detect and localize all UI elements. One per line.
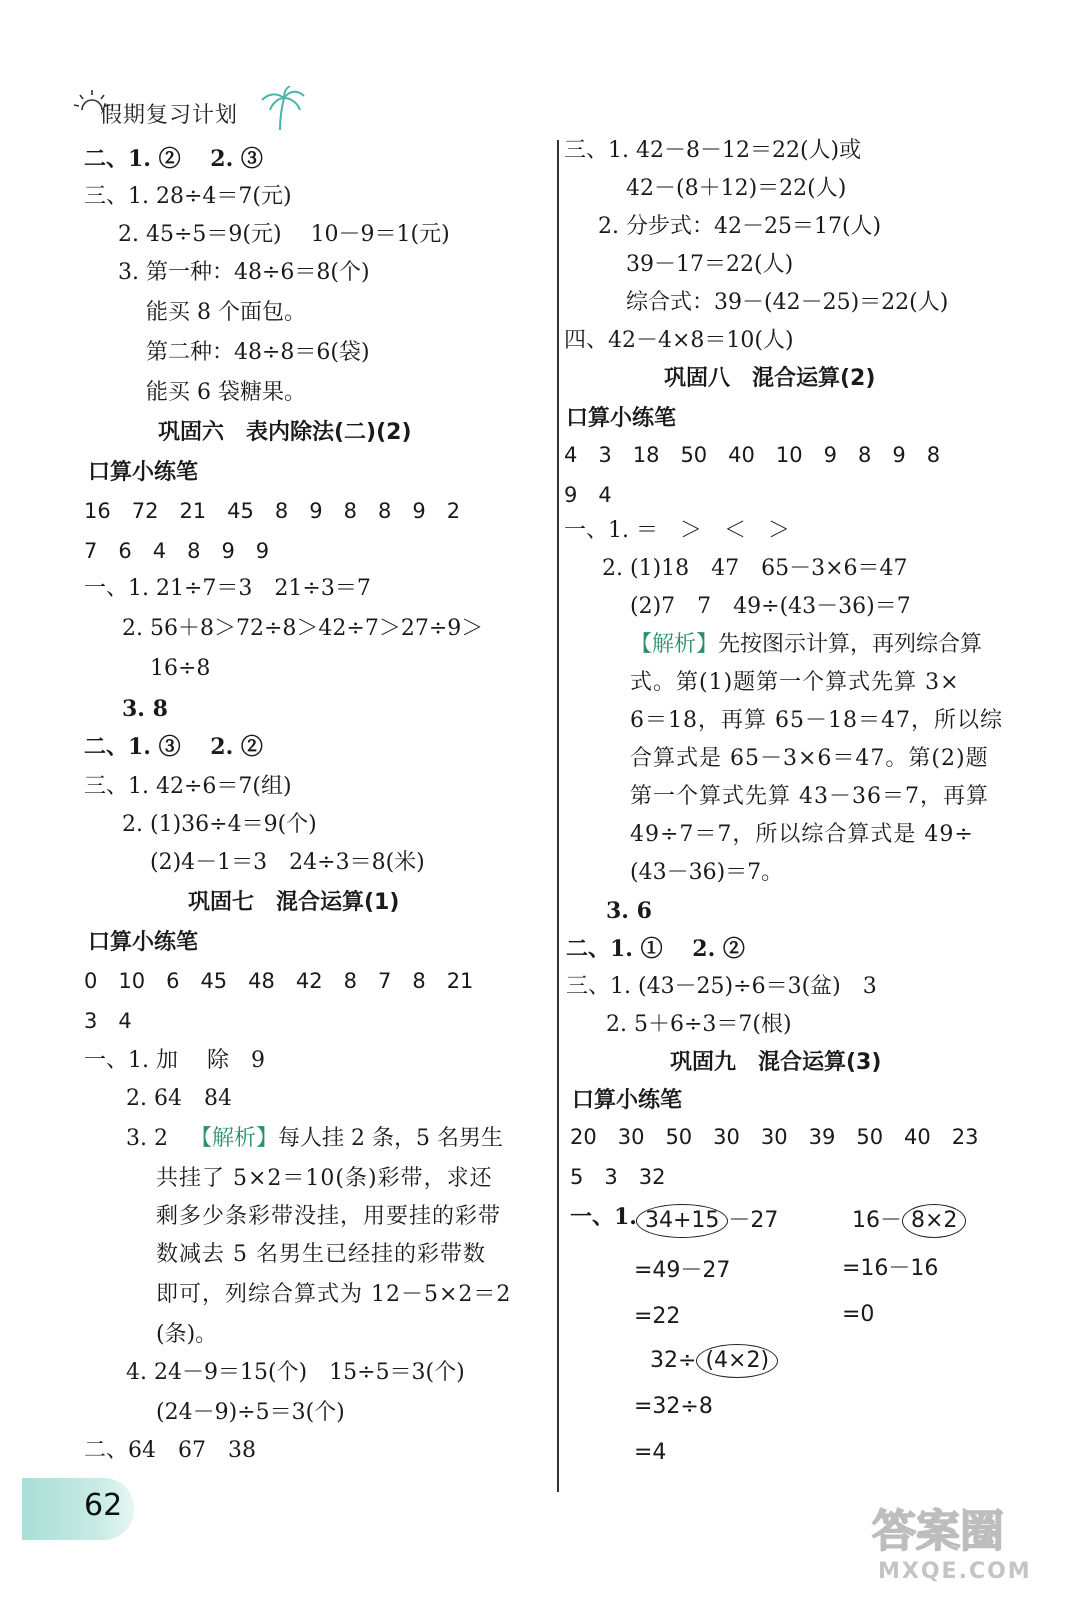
calc-rest: －27 <box>728 1208 779 1233</box>
answer-line: 2. 56＋8＞72÷8＞42÷7＞27÷9＞ <box>122 616 484 641</box>
answer-line: 4. 24－9＝15(个) 15÷5＝3(个) <box>126 1360 465 1385</box>
analysis-line: 共挂了 5×2＝10(条)彩带，求还 <box>156 1166 493 1191</box>
answer-line: 二、1. ③ 2. ② <box>84 734 263 760</box>
analysis-text: 每人挂 2 条，5 名男生 <box>278 1126 503 1151</box>
answer-line: (24－9)÷5＝3(个) <box>156 1400 345 1425</box>
circled-expression: 8×2 <box>902 1204 966 1238</box>
circled-expression: 34+15 <box>636 1204 728 1238</box>
answer-line: 一、1. 加 除 9 <box>84 1048 265 1073</box>
answer-line: 2. (1)18 47 65－3×6＝47 <box>602 556 908 581</box>
answer-line: 2. 5＋6÷3＝7(根) <box>606 1012 792 1037</box>
number-row: 3 4 <box>84 1009 132 1033</box>
answer-line: 2. 64 84 <box>126 1086 232 1111</box>
answer-line: 3. 6 <box>606 898 652 924</box>
answer-line: 三、1. (43－25)÷6＝3(盆) 3 <box>566 974 877 999</box>
answer-line: 42－(8＋12)＝22(人) <box>626 176 847 201</box>
answer-line: 二、1. ② 2. ③ <box>84 146 263 172</box>
number-row: 16 72 21 45 8 9 8 8 9 2 <box>84 499 461 523</box>
answer-line: 2. 分步式：42－25＝17(人) <box>598 214 882 239</box>
analysis-text: 先按图示计算，再列综合算 <box>718 632 983 657</box>
answer-line: 一、1. <box>570 1204 637 1230</box>
answer-line: 第二种：48÷8＝6(袋) <box>146 340 370 365</box>
analysis-line: 剩多少条彩带没挂，用要挂的彩带 <box>156 1204 502 1229</box>
analysis-line: 式。第(1)题第一个算式先算 3× <box>630 670 960 695</box>
answer-text: 三、1. 28÷4＝7(元) <box>84 184 292 209</box>
answer-line: (2)7 7 49÷(43－36)＝7 <box>630 594 911 619</box>
calc-step: =22 <box>634 1304 681 1329</box>
calc-step: =4 <box>634 1440 667 1465</box>
watermark-bottom-text: MXQE.COM <box>878 1559 1032 1584</box>
answer-line: 二、1. ① 2. ② <box>566 936 745 962</box>
answer-line: 39－17＝22(人) <box>626 252 794 277</box>
section-heading: 巩固七 混合运算(1) <box>188 890 400 915</box>
watermark-logo <box>866 1496 1056 1586</box>
circled-expression: (4×2) <box>696 1344 778 1378</box>
answer-line: 综合式：39－(42－25)＝22(人) <box>626 290 949 315</box>
analysis-line: (条)。 <box>156 1322 218 1347</box>
section-heading: 巩固八 混合运算(2) <box>664 366 876 391</box>
answer-line: 2. 45÷5＝9(元) 10－9＝1(元) <box>118 222 450 247</box>
analysis-line: 即可，列综合算式为 12－5×2＝2 <box>156 1282 512 1307</box>
calc-step: =0 <box>842 1302 875 1327</box>
analysis-line: 合算式是 65－3×6＝47。第(2)题 <box>630 746 989 771</box>
section-heading: 巩固九 混合运算(3) <box>670 1050 882 1075</box>
number-row: 0 10 6 45 48 42 8 7 8 21 <box>84 969 474 993</box>
subsection-heading: 口算小练笔 <box>566 406 677 431</box>
calc-rest: 32÷ <box>650 1348 697 1373</box>
palm-tree-icon <box>256 86 306 132</box>
answer-line: 能买 8 个面包。 <box>146 300 306 325</box>
answer-line: 2. (1)36÷4＝9(个) <box>122 812 317 837</box>
analysis-line: 第一个算式先算 43－36＝7，再算 <box>630 784 989 809</box>
answer-line: 16÷8 <box>150 656 211 681</box>
calc-expression <box>650 1344 778 1378</box>
subsection-heading: 口算小练笔 <box>572 1088 683 1113</box>
answer-line: 四、42－4×8＝10(人) <box>564 328 794 353</box>
page-number: 62 <box>84 1488 123 1523</box>
answer-line: 3. 8 <box>122 696 168 722</box>
calc-expression <box>636 1204 778 1238</box>
answer-line: 一、1. ＝ ＞ ＜ ＞ <box>564 518 790 543</box>
answer-line: 3. 第一种：48÷6＝8(个) <box>118 260 370 285</box>
watermark-top-text: 答案圈 <box>872 1506 1004 1557</box>
number-row: 5 3 32 <box>570 1165 666 1189</box>
analysis-line: 6＝18，再算 65－18＝47，所以综 <box>630 708 1003 733</box>
calc-step: =16－16 <box>842 1256 939 1281</box>
answer-line: 三、1. 42－8－12＝22(人)或 <box>564 138 862 163</box>
analysis-line <box>630 630 982 660</box>
subsection-heading: 口算小练笔 <box>88 460 199 485</box>
calc-rest: 16－ <box>852 1208 902 1233</box>
subsection-heading: 口算小练笔 <box>88 930 199 955</box>
analysis-tag: 【解析】 <box>630 632 719 657</box>
number-row: 9 4 <box>564 483 612 507</box>
answer-line: 二、64 67 38 <box>84 1438 256 1463</box>
column-divider <box>557 140 559 1492</box>
answer-line <box>126 1124 503 1154</box>
section-heading: 巩固六 表内除法(二)(2) <box>158 420 412 445</box>
analysis-line: 数减去 5 名男生已经挂的彩带数 <box>156 1242 486 1267</box>
analysis-tag: 【解析】 <box>189 1126 278 1151</box>
calc-step: =32÷8 <box>634 1394 713 1419</box>
calc-expression <box>852 1204 966 1238</box>
analysis-line: (43－36)＝7。 <box>630 860 784 885</box>
answer-text: 3. 2 <box>126 1126 168 1151</box>
number-row: 7 6 4 8 9 9 <box>84 539 270 563</box>
answer-line: 能买 6 袋糖果。 <box>146 380 306 405</box>
answer-line: (2)4－1＝3 24÷3＝8(米) <box>150 850 425 875</box>
calc-step: =49－27 <box>634 1258 731 1283</box>
number-row: 20 30 50 30 30 39 50 40 23 <box>570 1125 979 1149</box>
answer-line: 三、1. 42÷6＝7(组) <box>84 774 292 799</box>
header-title: 假期复习计划 <box>100 103 239 128</box>
answer-line: 一、1. 21÷7＝3 21÷3＝7 <box>84 576 371 601</box>
number-row: 4 3 18 50 40 10 9 8 9 8 <box>564 443 941 467</box>
answer-line <box>84 182 292 212</box>
page-header <box>72 84 332 134</box>
analysis-line: 49÷7＝7，所以综合算式是 49÷ <box>630 822 974 847</box>
